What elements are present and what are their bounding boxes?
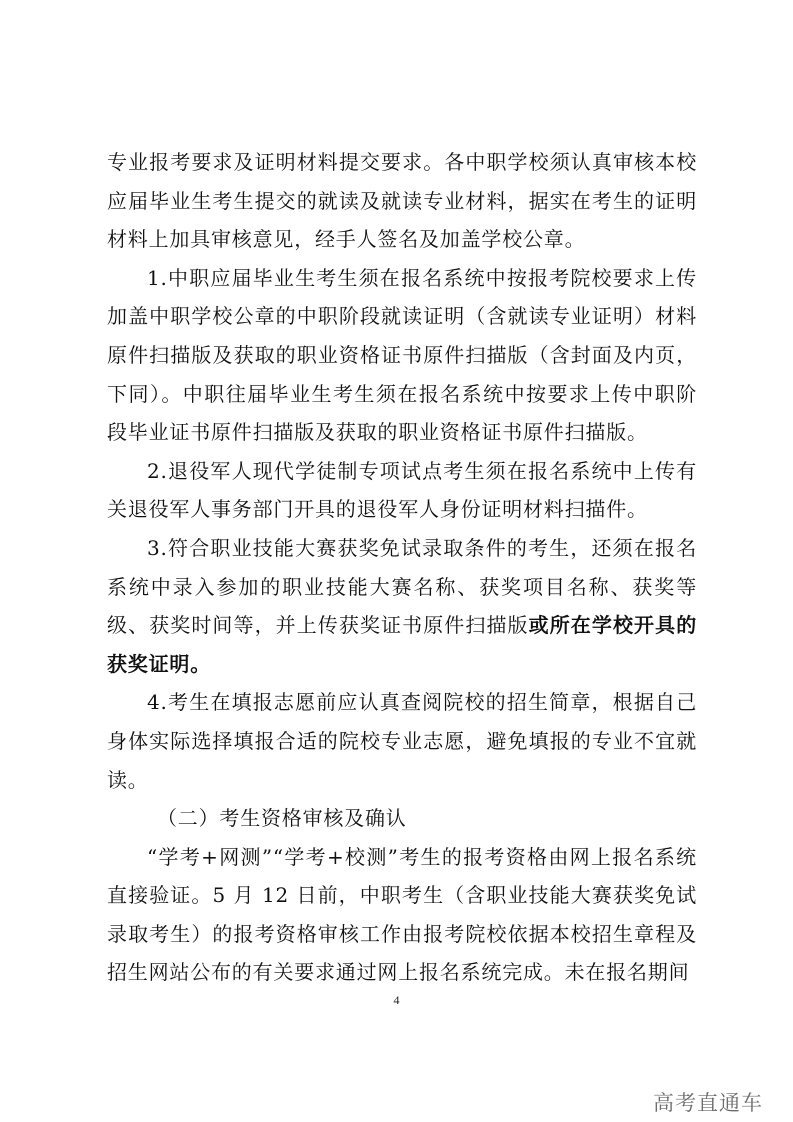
paragraph-item-2: 2.退役军人现代学徒制专项试点考生须在报名系统中上传有关退役军人事务部门开具的退役军人身份证明材料扫描件。: [107, 458, 697, 522]
paragraph-item-3: [107, 529, 697, 683]
watermark-text: 高考直通车: [653, 1091, 763, 1115]
paragraph-submission-requirements: 专业报考要求及证明材料提交要求。各中职学校须认真审核本校应届毕业生考生提交的就读及就读专业材料，据实在考生的证明材料上加具审核意见，经手人签名及加盖学校公章。: [107, 150, 697, 252]
paragraph-item-4: 4.考生在填报志愿前应认真查阅院校的招生简章，根据自己身体实际选择填报合适的院校专业志愿，避免填报的专业不宜就读。: [107, 690, 697, 792]
page-number: 4: [393, 993, 400, 1007]
paragraph-qualification-review: “学考+网测”“学考+校测”考生的报考资格由网上报名系统直接验证。5 月 12 日前，中职考生（含职业技能大赛获奖免试录取考生）的报考资格审核工作由报考院校依据本校招生章程及招生网站公布的有关要求通过网上报名系统完成。未在报名期间: [107, 844, 697, 985]
paragraph-item-1: 1.中职应届毕业生考生须在报名系统中按报考院校要求上传加盖中职学校公章的中职阶段就读证明（含就读专业证明）材料原件扫描版及获取的职业资格证书原件扫描版（含封面及内页，下同）。中职往届毕业生考生须在报名系统中按要求上传中职阶段毕业证书原件扫描版及获取的职业资格证书原件扫描版。: [107, 265, 697, 445]
document-body: [107, 143, 697, 992]
paragraph-item-3-bold-text: 或所在学校开具的获奖证明。: [107, 613, 697, 676]
section-heading: （二）考生资格审核及确认: [157, 806, 407, 831]
paragraph-item-3-text: 3.符合职业技能大赛获奖免试录取条件的考生，还须在报名系统中录入参加的职业技能大赛名称、获奖项目名称、获奖等级、获奖时间等，并上传获奖证书原件扫描版: [107, 535, 697, 638]
